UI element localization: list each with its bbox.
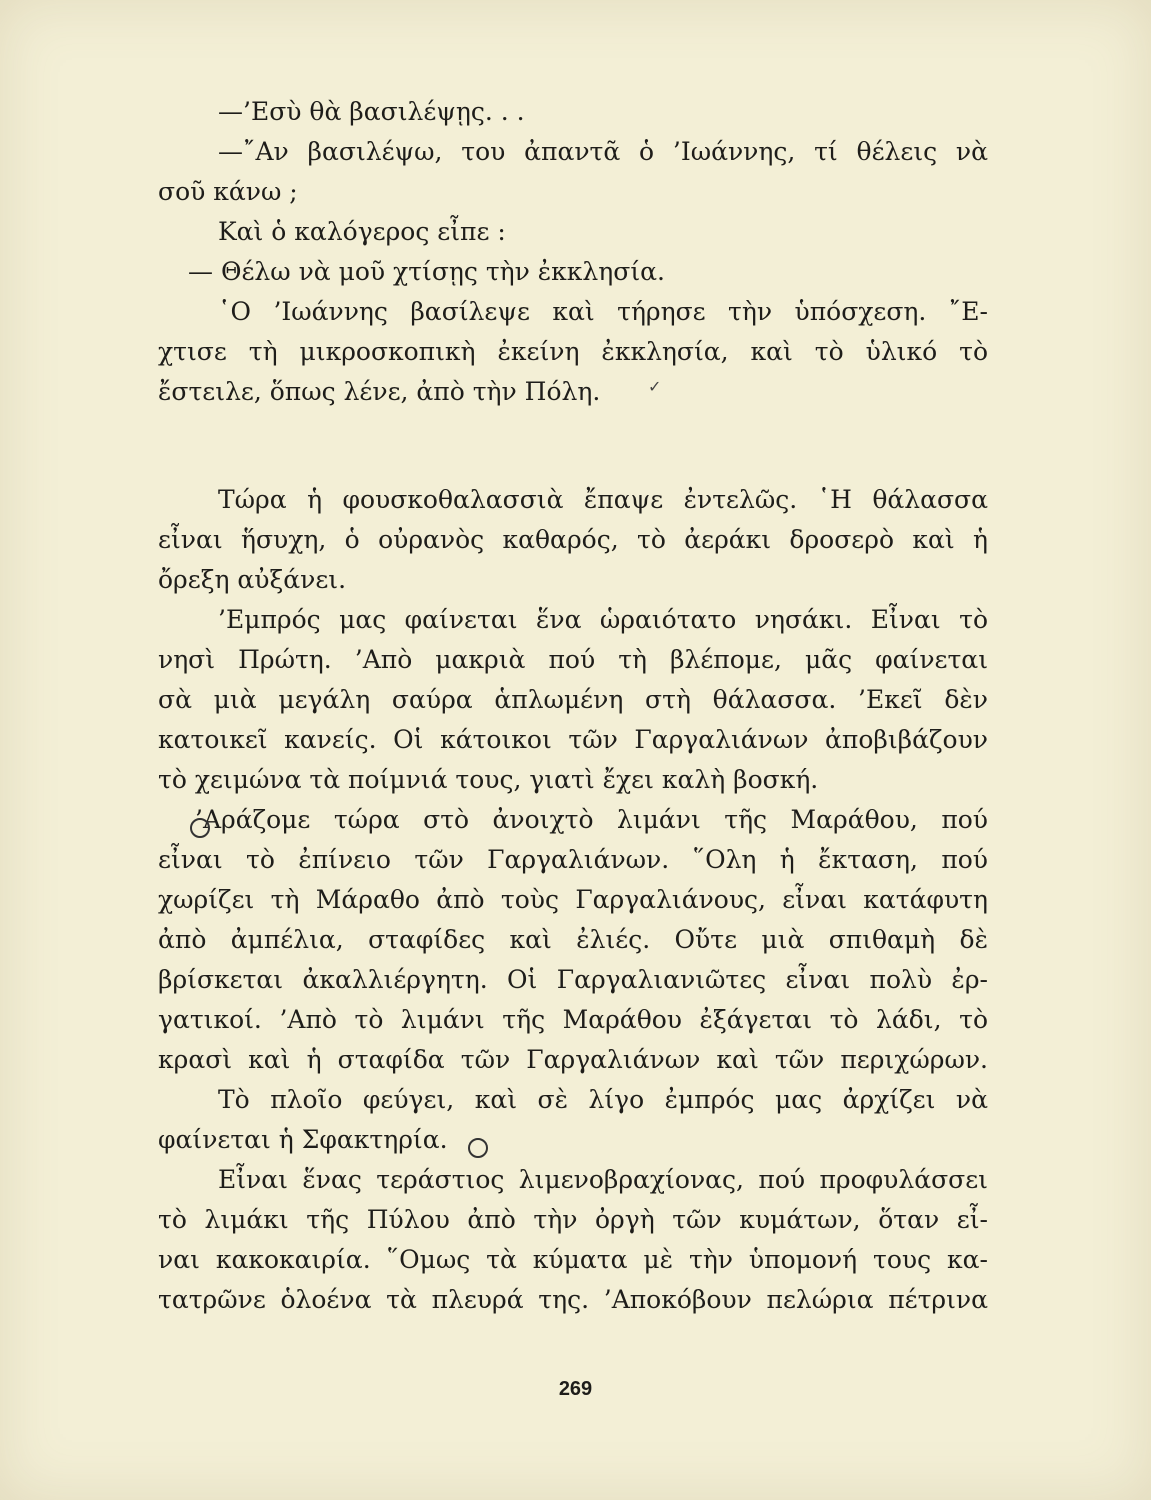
- text-line: —῎Αν βασιλέψω, του ἀπαντᾶ ὁ ’Ιωάννης, τί θέλεις νὰ: [218, 137, 988, 166]
- text-line: χτισε τὴ μικροσκοπικὴ ἐκείνη ἐκκλησία, καὶ τὸ ὑλικό τὸ: [158, 337, 988, 366]
- text-line: ναι κακοκαιρία. ῞Ομως τὰ κύματα μὲ τὴν ὑπομονή τους κα-: [158, 1245, 988, 1274]
- text-line: σοῦ κάνω ;: [158, 177, 298, 206]
- text-line: ’Εμπρός μας φαίνεται ἕνα ὡραιότατο νησάκι. Εἶναι τὸ: [218, 605, 988, 634]
- text-line: κατοικεῖ κανείς. Οἱ κάτοικοι τῶν Γαργαλιάνων ἀποβιβάζουν: [158, 725, 988, 754]
- circle-mark-icon: [468, 1138, 488, 1158]
- text-line: —’Εσὺ θὰ βασιλέψῃς. . .: [218, 97, 525, 126]
- check-mark-icon: ✓: [648, 377, 662, 396]
- text-line: κρασὶ καὶ ἡ σταφίδα τῶν Γαργαλιάνων καὶ τῶν περιχώρων.: [158, 1045, 988, 1074]
- text-line: χωρίζει τὴ Μάραθο ἀπὸ τοὺς Γαργαλιάνους, εἶναι κατάφυτη: [158, 885, 988, 914]
- paragraph-block-1: [158, 92, 988, 412]
- text-line: εἶναι τὸ ἐπίνειο τῶν Γαργαλιάνων. ῞Ολη ἡ ἔκταση, πού: [158, 845, 988, 874]
- paragraph-block-2: [158, 480, 988, 1320]
- text-line: τατρῶνε ὁλοένα τὰ πλευρά της. ’Αποκόβουν πελώρια πέτρινα: [158, 1285, 988, 1314]
- text-line: γατικοί. ’Απὸ τὸ λιμάνι τῆς Μαράθου ἐξάγεται τὸ λάδι, τὸ: [158, 1005, 988, 1034]
- text-line: τὸ λιμάκι τῆς Πύλου ἀπὸ τὴν ὀργὴ τῶν κυμάτων, ὅταν εἶ-: [158, 1205, 988, 1234]
- text-line: ἀπὸ ἀμπέλια, σταφίδες καὶ ἐλιές. Οὔτε μιὰ σπιθαμὴ δὲ: [158, 925, 988, 954]
- text-line: τὸ χειμώνα τὰ ποίμνιά τους, γιατὶ ἔχει καλὴ βοσκή.: [158, 765, 819, 794]
- text-line: ὄρεξη αὐξάνει.: [158, 565, 347, 594]
- page-number: 269: [558, 1378, 593, 1400]
- text-line: ἔστειλε, ὅπως λένε, ἀπὸ τὴν Πόλη.: [158, 377, 601, 406]
- text-line: ῾Ο ’Ιωάννης βασίλεψε καὶ τήρησε τὴν ὑπόσχεση. ῎Ε-: [218, 297, 988, 326]
- text-line: σὰ μιὰ μεγάλη σαύρα ἁπλωμένη στὴ θάλασσα. ’Εκεῖ δὲν: [158, 685, 988, 714]
- text-line: φαίνεται ἡ Σφακτηρία.: [158, 1125, 448, 1154]
- text-line: — Θέλω νὰ μοῦ χτίσῃς τὴν ἐκκλησία.: [188, 257, 665, 286]
- text-line: Καὶ ὁ καλόγερος εἶπε :: [218, 217, 506, 246]
- text-line: εἶναι ἥσυχη, ὁ οὐρανὸς καθαρός, τὸ ἀεράκι δροσερὸ καὶ ἡ: [158, 525, 988, 554]
- text-line: βρίσκεται ἀκαλλιέργητη. Οἱ Γαργαλιανιῶτες εἶναι πολὺ ἐρ-: [158, 965, 988, 994]
- text-line: Τὸ πλοῖο φεύγει, καὶ σὲ λίγο ἐμπρός μας ἀρχίζει νὰ: [218, 1085, 988, 1114]
- circle-mark-icon: [190, 818, 210, 838]
- text-line: Εἶναι ἕνας τεράστιος λιμενοβραχίονας, πού προφυλάσσει: [218, 1165, 988, 1194]
- text-line: νησὶ Πρώτη. ’Απὸ μακριὰ πού τὴ βλέπομε, μᾶς φαίνεται: [158, 645, 988, 674]
- text-line: Τώρα ἡ φουσκοθαλασσιὰ ἔπαψε ἐντελῶς. ῾Η θάλασσα: [218, 485, 988, 514]
- text-line: ’Αράζομε τώρα στὸ ἀνοιχτὸ λιμάνι τῆς Μαράθου, πού: [195, 805, 988, 834]
